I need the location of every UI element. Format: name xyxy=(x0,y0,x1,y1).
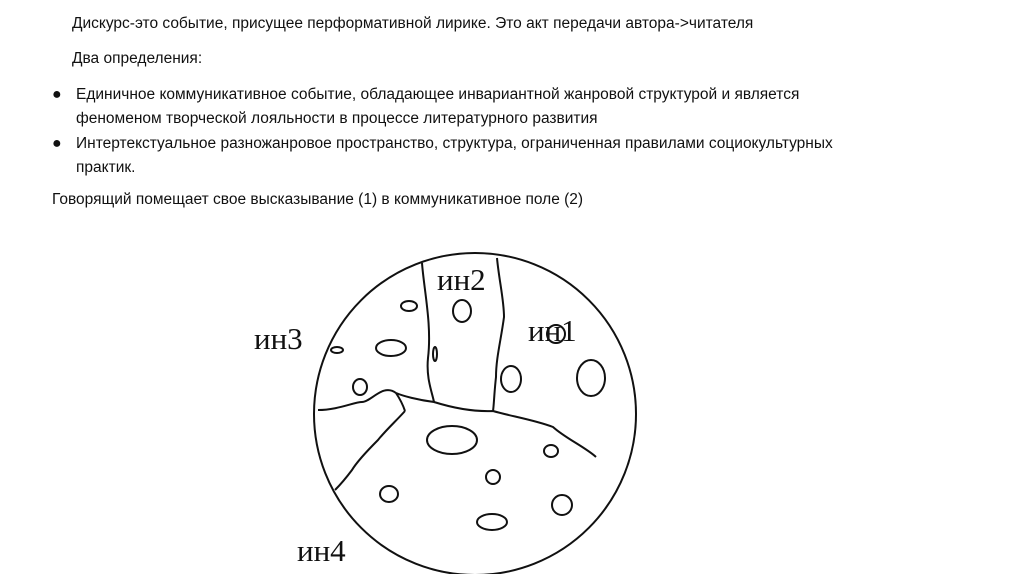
dot-shape xyxy=(477,514,507,530)
dot-shape xyxy=(376,340,406,356)
dot-shape xyxy=(331,347,343,353)
region-label-in1: ин1 xyxy=(528,313,577,348)
dot-shape xyxy=(486,470,500,484)
dot-shape xyxy=(353,379,367,395)
dot-shape xyxy=(552,495,572,515)
dot-shape xyxy=(380,486,398,502)
bullet-2-line-1: Интертекстуальное разножанровое пространство, структура, ограниченная правилами социокультурных xyxy=(76,135,833,152)
divider-in2-right xyxy=(493,258,504,411)
region-label-in4: ин4 xyxy=(297,533,346,568)
bullet-1-line-2: феноменом творческой лояльности в процессе литературного развития xyxy=(76,110,598,127)
dot-shape xyxy=(577,360,605,396)
dot-shape xyxy=(544,445,558,457)
bullet-2-line-2: практик. xyxy=(76,159,136,176)
dot-shape xyxy=(501,366,521,392)
speaker-statement: Говорящий помещает свое высказывание (1) в коммуникативное поле (2) xyxy=(52,191,584,208)
bullet-icon: ● xyxy=(52,135,62,152)
bullet-1-line-1: Единичное коммуникативное событие, обладающее инвариантной жанровой структурой и является xyxy=(76,86,800,103)
divider-in4-left xyxy=(335,411,405,490)
dot-shape xyxy=(433,347,437,361)
dot-shape xyxy=(427,426,477,454)
definitions-heading: Два определения: xyxy=(72,50,203,67)
region-label-in3: ин3 xyxy=(254,321,303,356)
divider-in2-left xyxy=(396,263,434,402)
field-circle xyxy=(314,253,636,574)
definition-line: Дискурс-это событие, присущее перформативной лирике. Это акт передачи автора->читателя xyxy=(72,15,754,32)
divider-center-top xyxy=(434,402,596,457)
bullet-icon: ● xyxy=(52,86,62,103)
region-label-in2: ин2 xyxy=(437,262,486,297)
dot-shape xyxy=(453,300,471,322)
dot-shape xyxy=(401,301,417,311)
